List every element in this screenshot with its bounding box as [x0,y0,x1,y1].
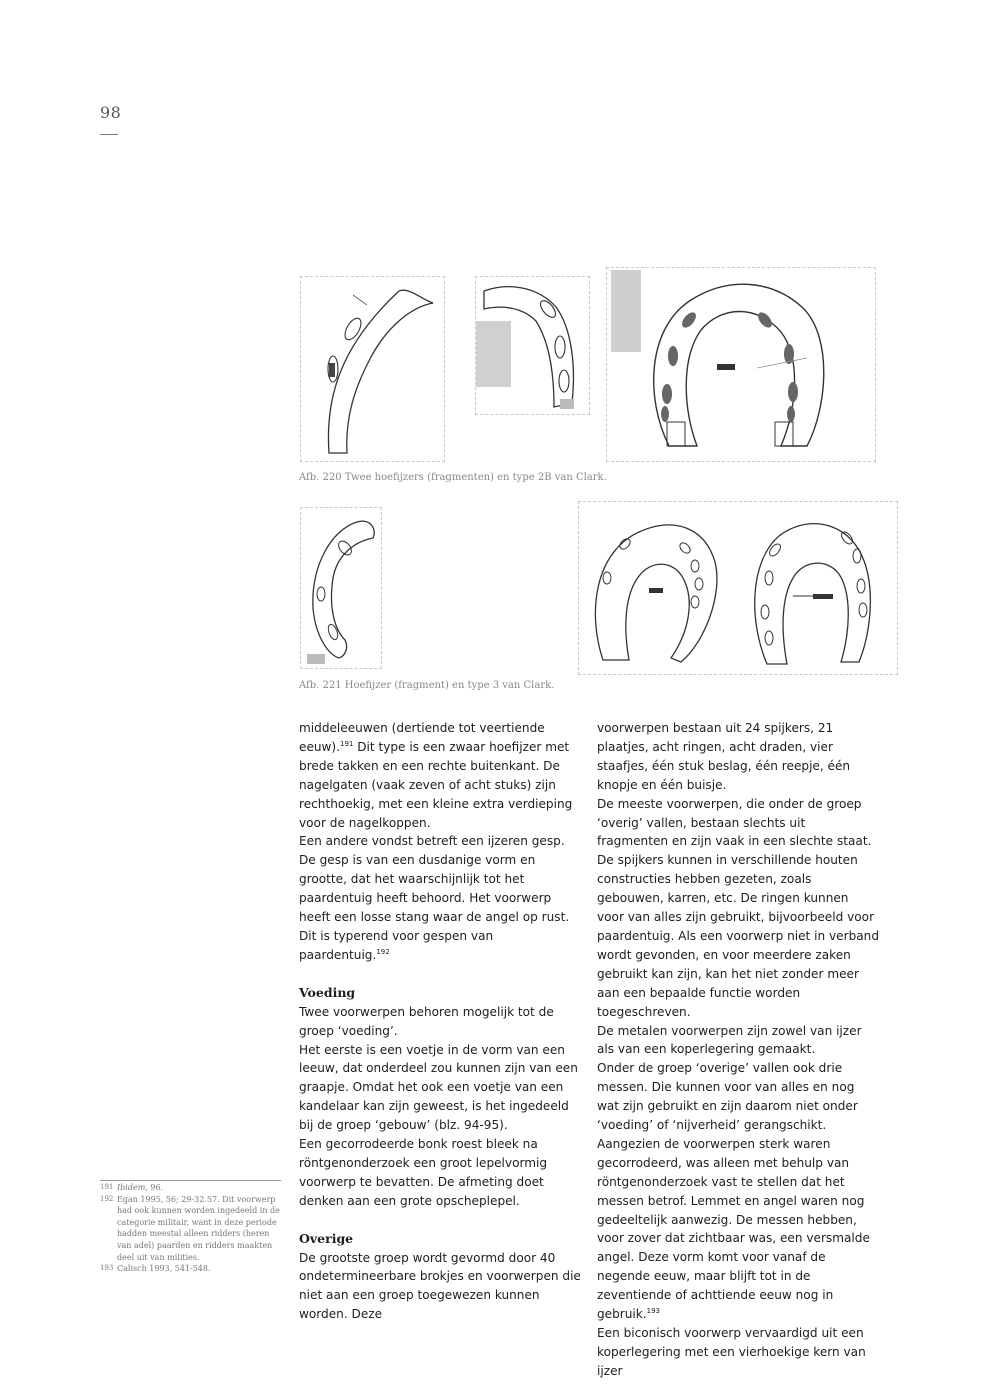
page-number: 98 [100,103,122,122]
horseshoe-type-3-drawing [579,502,897,674]
footnote-rule [100,1180,281,1181]
paragraph: Twee voorwerpen behoren mogelijk tot de groep ‘voeding’. [299,1004,554,1038]
paragraph: De spijkers kunnen in verschillende houten constructies hebben gezeten, zoals gebouwen, karren, etc. De ringen kunnen voor van alles zijn gebruikt, bijvoorbeeld voor paardentuig. Als een voorwerp niet in verband wordt gevonden, en voor meerdere zaken gebruikt kan zijn, kan het niet zonder meer aan een bepaalde functie worden toegeschreven. [597,853,880,1019]
paragraph: Een biconisch voorwerp vervaardigd uit een koperlegering met een vierhoekige kern van ijzer [597,1326,866,1378]
fig221-type-3 [578,501,898,675]
paragraph: Het eerste is een voetje in de vorm van een leeuw, dat onderdeel zou kunnen zijn van een graapje. Omdat het ook een voetje van een kandelaar kan zijn geweest, is het ingedeeld bij de groep ‘gebouw’ (blz. 94-95). [299,1042,578,1133]
footnote-number: 193 [100,1264,114,1273]
paragraph: De metalen voorwerpen zijn zowel van ijzer als van een koperlegering gemaakt. [597,1023,862,1057]
footnote [100,1194,280,1264]
paragraph: voorwerpen bestaan uit 24 spijkers, 21 plaatjes, acht ringen, acht draden, vier staafjes, één stuk beslag, één reepje, één knopje en één buisje. [597,721,851,792]
paragraph: middeleeuwen (dertiende tot veertiende eeuw).$^{191}$ Dit type is een zwaar hoefijzer met brede takken en een rechte buitenkant. De nagelgaten (vaak zeven of acht stuks) zijn rechthoekig, met een kleine extra verdieping voor de nagelkoppen. [299,721,573,830]
footnote-number: 191 [100,1183,114,1191]
paragraph: De grootste groep wordt gevormd door 40 ondetermineerbare brokjes en voorwerpen die niet aan een groep toegewezen kunnen worden. Deze [299,1250,581,1322]
paragraph: De meeste voorwerpen, die onder de groep ‘overig’ vallen, bestaan slechts uit fragmenten en zijn vaak in een slechte staat. [597,796,872,849]
footnote [100,1182,280,1194]
horseshoe-fragment-b-drawing [476,277,589,414]
footnote-text: Ibidem, 96. [117,1183,164,1192]
paragraph: Een gecorrodeerde bonk roest bleek na röntgenonderzoek een groot lepelvormig voorwerp te bevatten. De afmeting doet denken aan een grote opscheplepel. [299,1137,548,1208]
paragraph: Een andere vondst betreft een ijzeren gesp. De gesp is van een dusdanige vorm en grootte, dat het waarschijnlijk tot het paardentuig heeft behoord. Het voorwerp heeft een losse stang waar de angel op rust. Dit is typerend voor gespen van paardentuig.$^{192}$ [299,834,570,962]
text-column-left [299,719,581,1324]
page-number-rule [100,134,118,135]
section-heading-voeding: Voeding [299,984,356,1000]
footnote-text: Calisch 1993, 541-548. [117,1264,211,1274]
footnote-ref[interactable]: 192 [376,947,390,956]
footnote-number: 192 [100,1194,114,1203]
footnote-ref[interactable]: 191 [340,739,354,748]
fig221-caption: Afb. 221 Hoefijzer (fragment) en type 3 van Clark. [299,680,555,691]
horseshoe-fragment-c-drawing [301,508,381,668]
footnotes [100,1182,280,1275]
fig220-type-2b [606,267,876,462]
fig221-fragment [300,507,382,669]
text-column-right [597,719,879,1381]
fig220-fragment-a [300,276,445,462]
footnote-ref[interactable]: 193 [646,1307,661,1316]
paragraph: Onder de groep ‘overige’ vallen ook drie messen. Die kunnen voor van alles en nog wat zijn gebruikt en zijn daarom niet onder ‘voeding’ of ‘nijverheid’ gerangschikt. Aangezien de voorwerpen sterk waren gecorrodeerd, was alleen met behulp van röntgenonderzoek vast te stellen dat het messen betrof. Lemmet en angel waren nog gedeeltelijk aanwezig. De messen hebben, voor zover dat zichtbaar was, een versmalde angel. Deze vorm komt voor vanaf de negende eeuw, maar blijft tot in de zeventiende of achttiende eeuw nog in gebruik.$^{193}$ [597,1061,870,1322]
horseshoe-type-2b-drawing [607,268,875,461]
fig220-fragment-b [475,276,590,415]
footnote-text: Egan 1995, 56; 29-32.57. Dit voorwerp had ook kunnen worden ingedeeld in de categorie militair, want in deze periode hadden meestal alleen ridders (heren van adel) paarden en ridders maakten deel uit van milities. [117,1194,280,1262]
footnote [100,1263,280,1275]
fig220-caption: Afb. 220 Twee hoefijzers (fragmenten) en type 2B van Clark. [299,472,607,483]
section-heading-overige: Overige [299,1230,354,1246]
horseshoe-fragment-a-drawing [301,277,444,461]
